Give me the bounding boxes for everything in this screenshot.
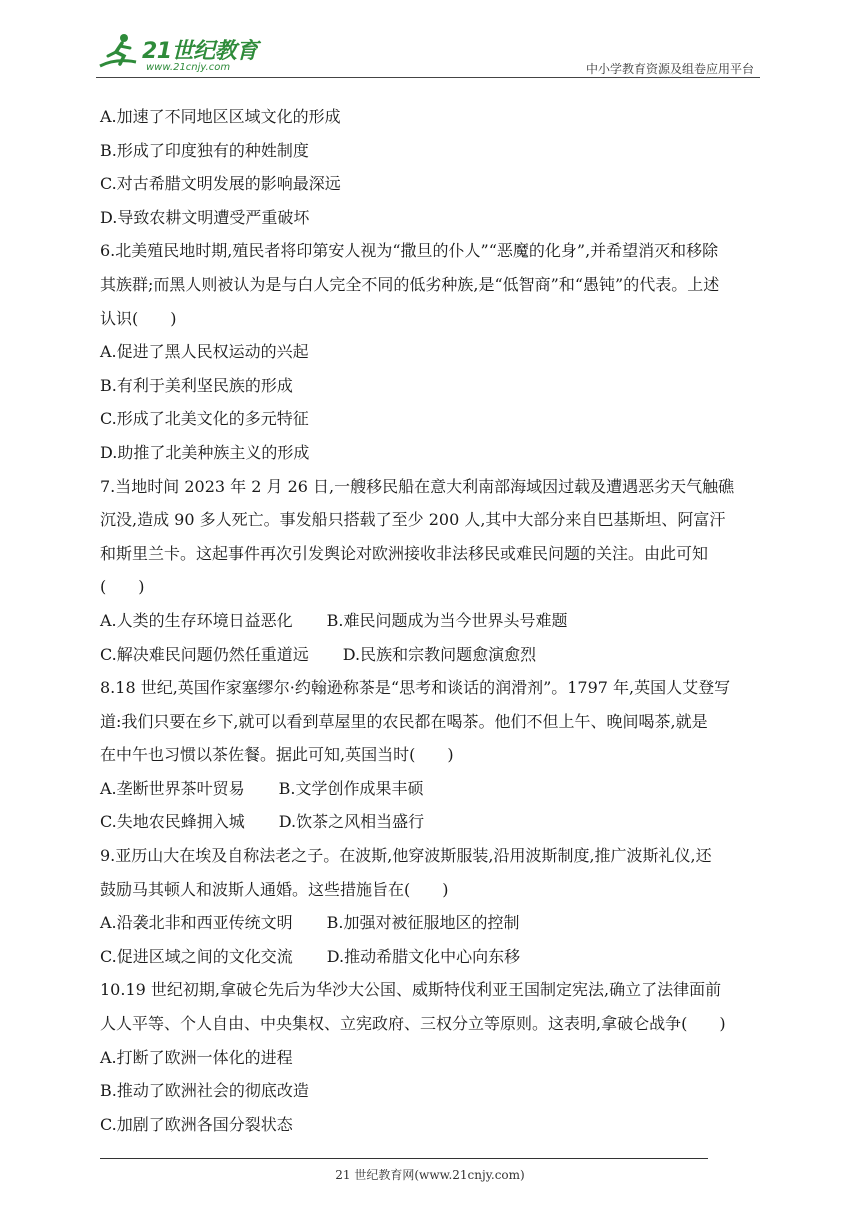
- text-line: B.形成了印度独有的种姓制度: [100, 140, 309, 160]
- text-line: B.推动了欧洲社会的彻底改造: [100, 1081, 309, 1101]
- text-line: 沉没,造成 90 多人死亡。事发船只搭载了至少 200 人,其中大部分来自巴基斯坦、阿富汗: [100, 510, 726, 530]
- option-item: D.推动希腊文化中心向东移: [326, 946, 521, 966]
- text-line: B.有利于美利坚民族的形成: [100, 375, 293, 395]
- option-row: [100, 604, 764, 638]
- option-row: [100, 805, 764, 839]
- page-footer: 21 世纪教育网(www.21cnjy.com): [335, 1168, 525, 1182]
- option-row: [100, 772, 764, 806]
- site-logo: [96, 28, 266, 78]
- platform-title: 中小学教育资源及组卷应用平台: [585, 62, 754, 76]
- text-line: 在中午也习惯以茶佐餐。据此可知,英国当时( ): [100, 745, 454, 765]
- text-line: 8.18 世纪,英国作家塞缪尔·约翰逊称茶是“思考和谈话的润滑剂”。1797 年,英国人艾登写: [100, 678, 731, 698]
- text-line: 7.当地时间 2023 年 2 月 26 日,一艘移民船在意大利南部海域因过载及遭遇恶劣天气触礁: [100, 476, 735, 496]
- option-item: D.饮茶之风相当盛行: [278, 812, 425, 832]
- option-item: A.人类的生存环境日益恶化: [100, 610, 293, 630]
- text-line: A.打断了欧洲一体化的进程: [100, 1047, 293, 1067]
- option-item: A.垄断世界茶叶贸易: [100, 778, 245, 798]
- option-item: C.促进区域之间的文化交流: [100, 946, 293, 966]
- text-line: 其族群;而黑人则被认为是与白人完全不同的低劣种族,是“低智商”和“愚钝”的代表。上述: [100, 274, 720, 294]
- text-line: 6.北美殖民地时期,殖民者将印第安人视为“撒旦的仆人”“恶魔的化身”,并希望消灭和移除: [100, 241, 719, 261]
- option-item: A.沿袭北非和西亚传统文明: [100, 913, 293, 933]
- text-line: C.形成了北美文化的多元特征: [100, 409, 309, 429]
- text-line: D.导致农耕文明遭受严重破坏: [100, 207, 310, 227]
- text-line: 鼓励马其顿人和波斯人通婚。这些措施旨在( ): [100, 879, 449, 899]
- text-line: 认识( ): [100, 308, 177, 328]
- text-line: 道:我们只要在乡下,就可以看到草屋里的农民都在喝茶。他们不但上午、晚间喝茶,就是: [100, 711, 708, 731]
- header-divider: [96, 77, 760, 78]
- option-row: [100, 940, 764, 974]
- logo-url: www.21cnjy.com: [146, 62, 231, 73]
- question-content: [100, 100, 764, 1141]
- option-item: B.加强对被征服地区的控制: [326, 913, 520, 933]
- text-line: D.助推了北美种族主义的形成: [100, 442, 310, 462]
- option-item: B.文学创作成果丰硕: [278, 778, 424, 798]
- option-row: [100, 638, 764, 672]
- text-line: 9.亚历山大在埃及自称法老之子。在波斯,他穿波斯服装,沿用波斯制度,推广波斯礼仪,还: [100, 846, 712, 866]
- text-line: A.促进了黑人民权运动的兴起: [100, 342, 309, 362]
- text-line: C.对古希腊文明发展的影响最深远: [100, 174, 341, 194]
- option-item: C.失地农民蜂拥入城: [100, 812, 245, 832]
- text-line: 人人平等、个人自由、中央集权、立宪政府、三权分立等原则。这表明,拿破仑战争( ): [100, 1014, 726, 1034]
- text-line: 和斯里兰卡。这起事件再次引发舆论对欧洲接收非法移民或难民问题的关注。由此可知: [100, 543, 709, 563]
- option-item: D.民族和宗教问题愈演愈烈: [342, 644, 537, 664]
- option-item: C.解决难民问题仍然任重道远: [100, 644, 309, 664]
- text-line: A.加速了不同地区区域文化的形成: [100, 107, 341, 126]
- page-header: [96, 28, 760, 80]
- text-line: ( ): [100, 577, 145, 597]
- option-row: [100, 906, 764, 940]
- option-item: B.难民问题成为当今世界头号难题: [326, 610, 568, 630]
- runner-icon: [96, 32, 140, 72]
- text-line: C.加剧了欧洲各国分裂状态: [100, 1114, 293, 1134]
- footer-divider: [100, 1158, 708, 1159]
- logo-title: 21世纪教育: [142, 39, 258, 64]
- text-line: 10.19 世纪初期,拿破仑先后为华沙大公国、威斯特伐利亚王国制定宪法,确立了法律面前: [100, 980, 722, 1000]
